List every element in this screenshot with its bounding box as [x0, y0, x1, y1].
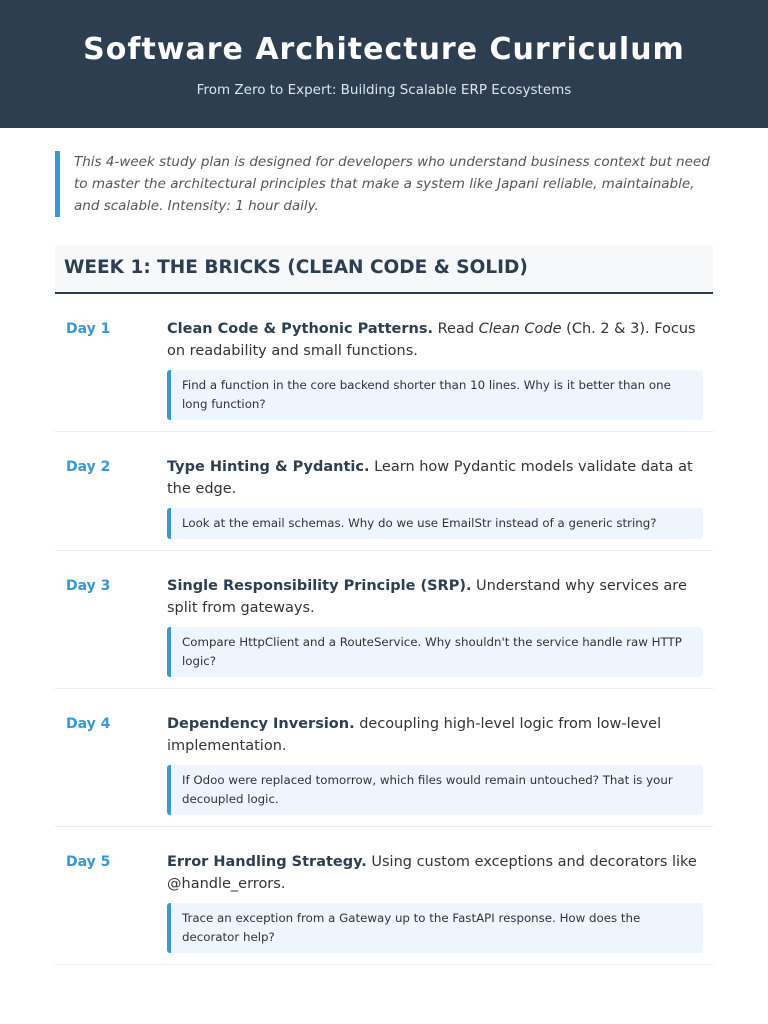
- intro-blockquote: This 4-week study plan is designed for developers who understand business context but need to master the architectural principles that make a system like Japani reliable, maintainable, and scalable. Intensity: 1 hour daily.: [55, 151, 713, 217]
- day-description: [167, 713, 703, 757]
- day-description: [167, 575, 703, 619]
- day-row-1: [55, 294, 713, 432]
- day-text-before: Read: [433, 321, 479, 337]
- day-text: Learn how Pydantic models validate data at the edge.: [167, 459, 693, 497]
- day-topic: Clean Code & Pythonic Patterns.: [167, 321, 433, 337]
- day-topic: Single Responsibility Principle (SRP).: [167, 578, 472, 594]
- week-1-heading: WEEK 1: THE BRICKS (CLEAN CODE & SOLID): [55, 245, 713, 294]
- day-label: Day 2: [66, 459, 111, 475]
- day-label: Day 5: [66, 854, 111, 870]
- day-content: [167, 851, 713, 953]
- day-text: Understand why services are split from gateways.: [167, 578, 687, 616]
- day-text: decoupling high-level logic from low-level implementation.: [167, 716, 662, 754]
- day-content: [167, 575, 713, 677]
- day-row-5: [55, 827, 713, 965]
- page-title: Software Architecture Curriculum: [83, 32, 685, 67]
- day-label: Day 1: [66, 321, 111, 337]
- day-label: Day 4: [66, 716, 111, 732]
- day-topic: Type Hinting & Pydantic.: [167, 459, 370, 475]
- day-topic: Error Handling Strategy.: [167, 854, 367, 870]
- day-question: Look at the email schemas. Why do we use EmailStr instead of a generic string?: [167, 508, 703, 539]
- day-question: If Odoo were replaced tomorrow, which files would remain untouched? That is your decoupled logic.: [167, 765, 703, 815]
- day-text-after: (Ch. 2 & 3). Focus on readability and small functions.: [167, 321, 696, 359]
- book-title: Clean Code: [478, 321, 562, 337]
- day-content: [167, 318, 713, 420]
- day-question: Trace an exception from a Gateway up to the FastAPI response. How does the decorator help?: [167, 903, 703, 953]
- page-header: [0, 0, 768, 128]
- day-question: Compare HttpClient and a RouteService. Why shouldn't the service handle raw HTTP logic?: [167, 627, 703, 677]
- day-description: [167, 318, 703, 362]
- page-subtitle: From Zero to Expert: Building Scalable ERP Ecosystems: [196, 82, 572, 98]
- day-content: [167, 456, 713, 539]
- day-question: Find a function in the core backend shorter than 10 lines. Why is it better than one long function?: [167, 370, 703, 420]
- day-description: [167, 456, 703, 500]
- day-description: [167, 851, 703, 895]
- day-row-3: [55, 551, 713, 689]
- day-label: Day 3: [66, 578, 111, 594]
- day-content: [167, 713, 713, 815]
- day-text: Using custom exceptions and decorators like @handle_errors.: [167, 854, 697, 892]
- week-1-days: [55, 294, 713, 965]
- day-topic: Dependency Inversion.: [167, 716, 355, 732]
- day-row-4: [55, 689, 713, 827]
- day-row-2: [55, 432, 713, 551]
